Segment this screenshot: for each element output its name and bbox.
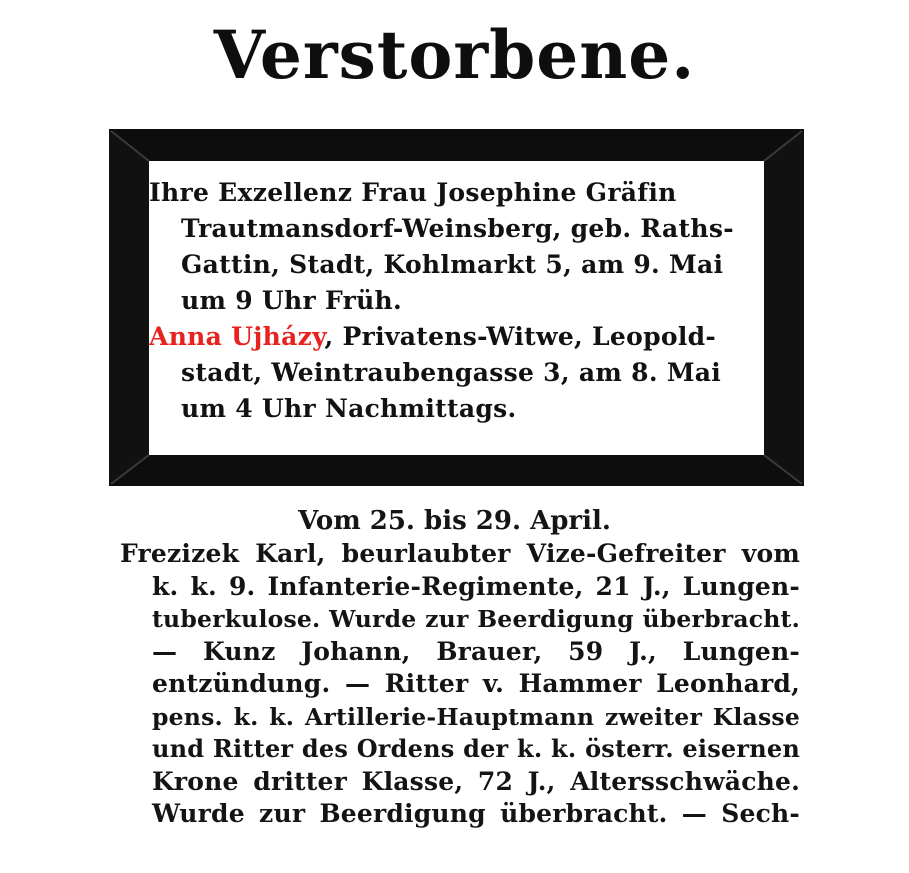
- notice-line: Gattin, Stadt, Kohlmarkt 5, am 9. Mai: [181, 250, 724, 279]
- notice-line: Trautmansdorf-Weinsberg, geb. Raths-: [181, 214, 734, 243]
- notice-entry-2: [149, 319, 764, 427]
- notice-line: Ihre Exzellenz Frau Josephine Gräfin: [149, 178, 677, 207]
- notice-line: [149, 319, 764, 355]
- date-subheading: Vom 25. bis 29. April.: [298, 506, 611, 536]
- notice-entry-1: [149, 161, 764, 319]
- highlighted-name: Anna Ujházy: [149, 322, 325, 351]
- notice-line: um 4 Uhr Nachmittags.: [181, 394, 517, 423]
- body-line: — Kunz Johann, Brauer, 59 J., Lungen-: [152, 636, 800, 666]
- body-line: entzündung. — Ritter v. Hammer Leonhard,: [152, 669, 800, 698]
- boxed-notices: [149, 161, 764, 455]
- body-line: und Ritter des Ordens der k. k. österr. eisernen: [152, 734, 800, 763]
- body-line: pens. k. k. Artillerie-Hauptmann zweiter Klasse: [152, 702, 800, 731]
- body-line: tuberkulose. Wurde zur Beerdigung überbracht.: [152, 605, 800, 633]
- notice-line-rest: , Privatens-Witwe, Leopold-: [324, 322, 717, 351]
- body-line: Krone dritter Klasse, 72 J., Altersschwäche.: [152, 766, 800, 796]
- body-line: Frezizek Karl, beurlaubter Vize-Gefreiter vom: [120, 539, 800, 568]
- notice-line: stadt, Weintraubengasse 3, am 8. Mai: [181, 358, 722, 387]
- notice-line: um 9 Uhr Früh.: [181, 286, 403, 315]
- obituary-body: [120, 538, 800, 831]
- body-line: Wurde zur Beerdigung überbracht. — Sech-: [152, 799, 800, 828]
- mourning-frame: [109, 129, 804, 486]
- page-title: Verstorbene.: [213, 16, 696, 94]
- body-line: k. k. 9. Infanterie-Regimente, 21 J., Lungen-: [152, 571, 800, 601]
